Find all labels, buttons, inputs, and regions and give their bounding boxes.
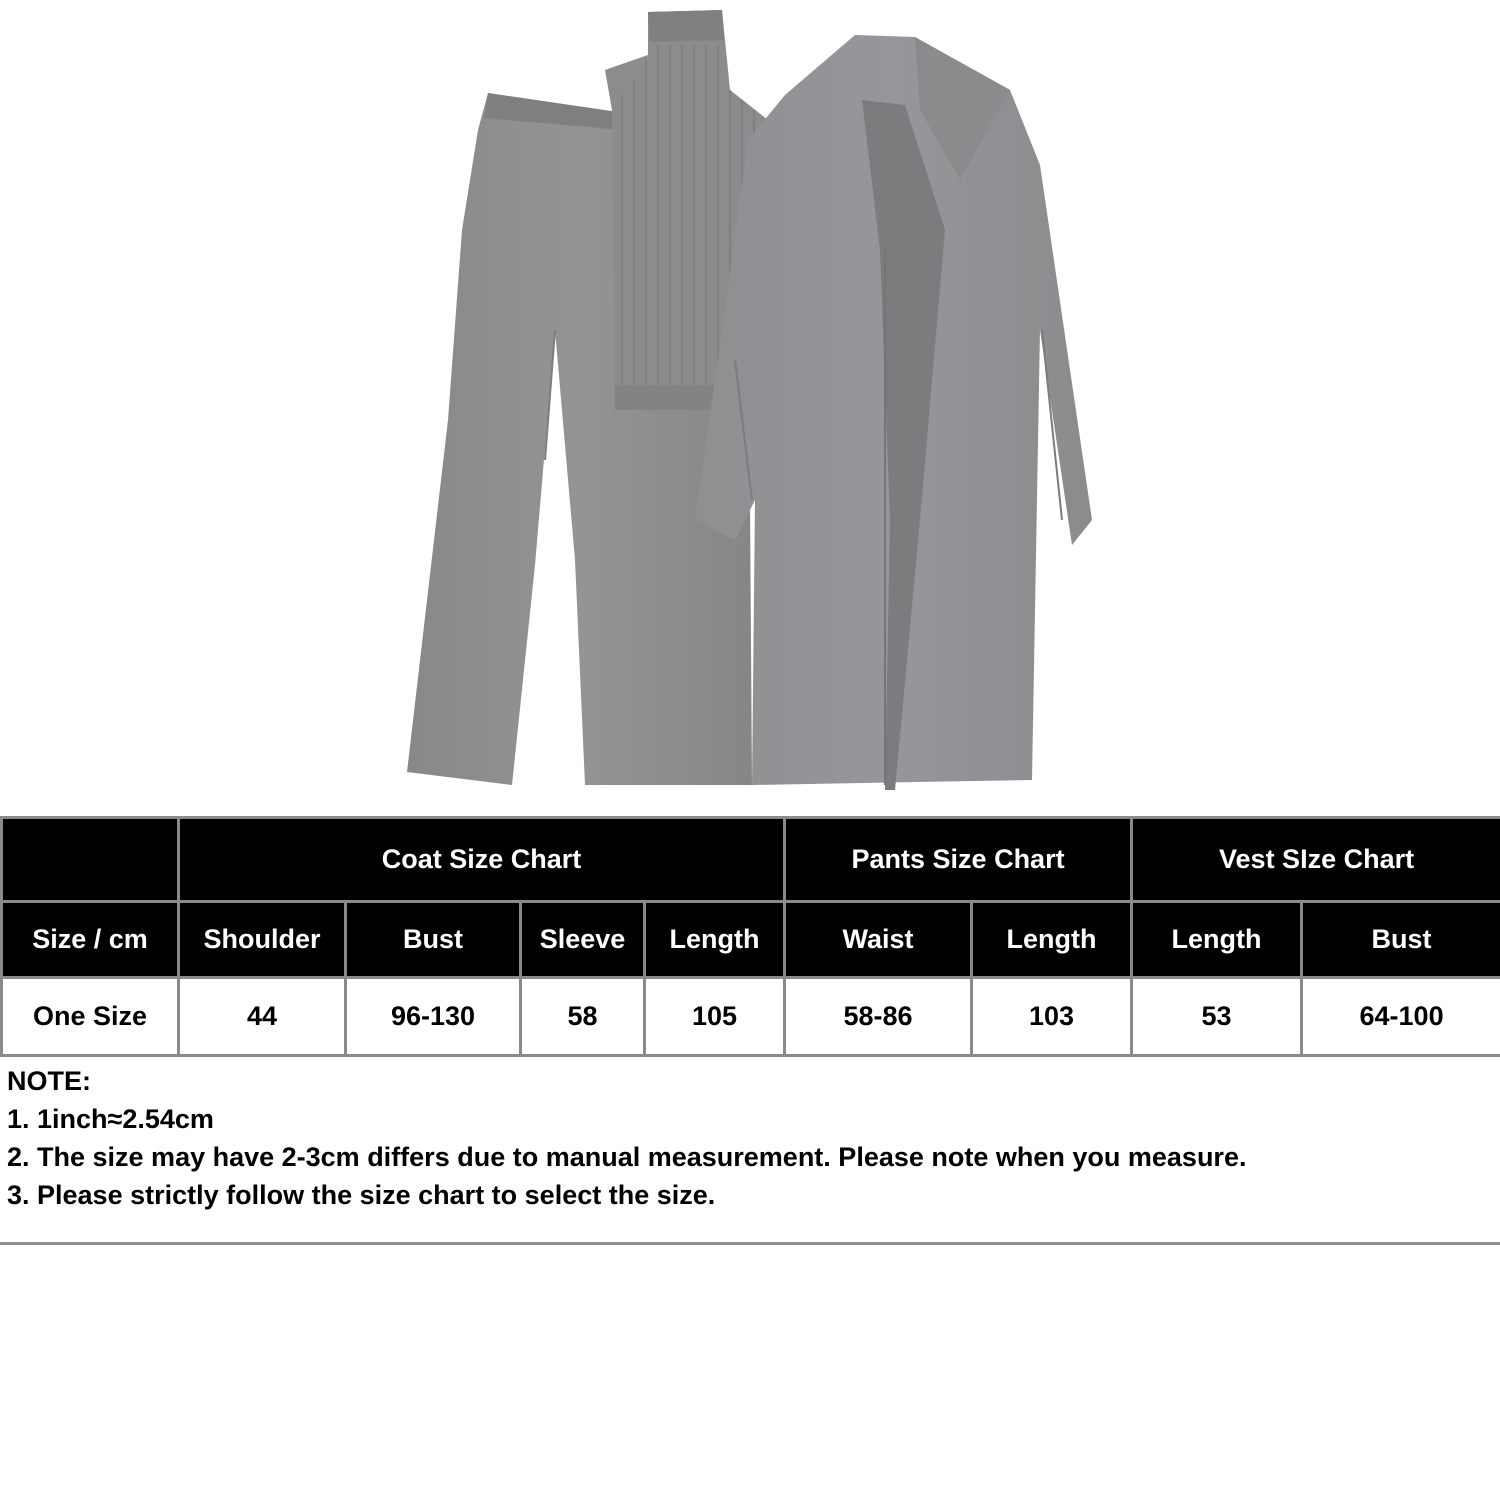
cell-coat-shoulder: 44 — [179, 978, 346, 1056]
column-header-pants-waist: Waist — [785, 902, 972, 978]
coat-image — [695, 35, 1092, 790]
coat-size-chart-header: Coat Size Chart — [179, 818, 785, 902]
cell-vest-length: 53 — [1132, 978, 1302, 1056]
table-column-header-row — [2, 902, 1500, 978]
notes-title: NOTE: — [7, 1066, 91, 1096]
column-header-size: Size / cm — [2, 902, 179, 978]
bottom-divider — [0, 1242, 1500, 1245]
notes-section — [7, 1062, 1246, 1214]
cell-coat-length: 105 — [645, 978, 785, 1056]
cell-size: One Size — [2, 978, 179, 1056]
size-chart-table — [0, 816, 1500, 1057]
column-header-vest-bust: Bust — [1302, 902, 1500, 978]
column-header-coat-bust: Bust — [346, 902, 521, 978]
note-item-3: 3. Please strictly follow the size chart to select the size. — [7, 1180, 716, 1210]
column-header-pants-length: Length — [972, 902, 1132, 978]
header-blank-cell — [2, 818, 179, 902]
cell-vest-bust: 64-100 — [1302, 978, 1500, 1056]
column-header-coat-sleeve: Sleeve — [521, 902, 645, 978]
cell-coat-bust: 96-130 — [346, 978, 521, 1056]
column-header-coat-shoulder: Shoulder — [179, 902, 346, 978]
table-header-group-row — [2, 818, 1500, 902]
note-item-1: 1. 1inch≈2.54cm — [7, 1104, 214, 1134]
cell-pants-waist: 58-86 — [785, 978, 972, 1056]
column-header-vest-length: Length — [1132, 902, 1302, 978]
note-item-2: 2. The size may have 2-3cm differs due to manual measurement. Please note when you measure. — [7, 1142, 1247, 1172]
table-row — [2, 978, 1500, 1056]
cell-pants-length: 103 — [972, 978, 1132, 1056]
pants-size-chart-header: Pants Size Chart — [785, 818, 1132, 902]
column-header-coat-length: Length — [645, 902, 785, 978]
vest-size-chart-header: Vest SIze Chart — [1132, 818, 1500, 902]
cell-coat-sleeve: 58 — [521, 978, 645, 1056]
